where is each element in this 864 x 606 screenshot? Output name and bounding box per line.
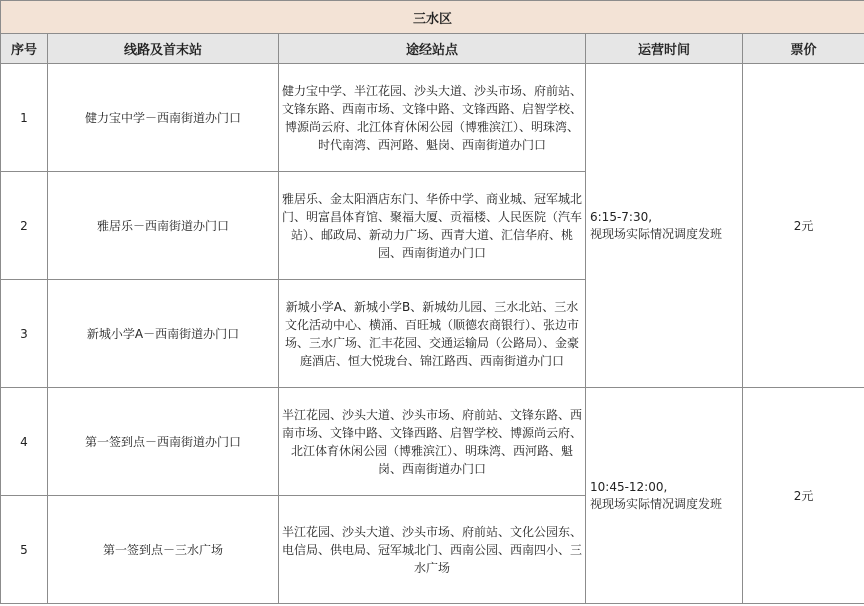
operating-time	[586, 388, 743, 604]
header-price: 票价	[743, 34, 864, 64]
table-title: 三水区	[1, 1, 864, 34]
row-number: 3	[1, 280, 48, 388]
header-no: 序号	[1, 34, 48, 64]
route-stops: 半江花园、沙头大道、沙头市场、府前站、文化公园东、电信局、供电局、冠军城北门、西南公园、西南四小、三水广场	[279, 496, 586, 604]
route-stops: 半江花园、沙头大道、沙头市场、府前站、文锋东路、西南市场、文锋中路、文锋西路、启智学校、博源尚云府、北江体育休闲公园（博雅滨江）、明珠湾、西河路、魁岗、西南街道办门口	[279, 388, 586, 496]
route-name: 健力宝中学－西南街道办门口	[48, 64, 279, 172]
route-stops: 健力宝中学、半江花园、沙头大道、沙头市场、府前站、文锋东路、西南市场、文锋中路、文锋西路、启智学校、博源尚云府、北江体育休闲公园（博雅滨江）、明珠湾、时代南湾、西河路、魁岗、西南街道办门口	[279, 64, 586, 172]
header-row	[1, 34, 864, 64]
route-name: 雅居乐－西南街道办门口	[48, 172, 279, 280]
route-stops: 新城小学A、新城小学B、新城幼儿园、三水北站、三水文化活动中心、横涌、百旺城（顺德农商银行）、张边市场、三水广场、汇丰花园、交通运输局（公路局）、金豪庭酒店、恒大悦珑台、锦江路西、西南街道办门口	[279, 280, 586, 388]
row-number: 4	[1, 388, 48, 496]
fare: 2元	[743, 64, 864, 388]
route-name: 第一签到点－西南街道办门口	[48, 388, 279, 496]
operating-time-note: 视现场实际情况调度发班	[590, 496, 723, 511]
table-row	[1, 64, 864, 172]
row-number: 5	[1, 496, 48, 604]
operating-time-hours: 6:15-7:30,	[590, 209, 653, 224]
operating-time-hours: 10:45-12:00,	[590, 479, 668, 494]
title-row	[1, 1, 864, 34]
header-route: 线路及首末站	[48, 34, 279, 64]
route-name: 新城小学A－西南街道办门口	[48, 280, 279, 388]
route-name: 第一签到点－三水广场	[48, 496, 279, 604]
operating-time-note: 视现场实际情况调度发班	[590, 226, 723, 241]
fare: 2元	[743, 388, 864, 604]
table-row	[1, 388, 864, 496]
operating-time	[586, 64, 743, 388]
route-stops: 雅居乐、金太阳酒店东门、华侨中学、商业城、冠军城北门、明富昌体育馆、聚福大厦、贡福楼、人民医院（汽车站）、邮政局、新动力广场、西青大道、汇信华府、桃园、西南街道办门口	[279, 172, 586, 280]
header-stops: 途经站点	[279, 34, 586, 64]
row-number: 2	[1, 172, 48, 280]
header-time: 运营时间	[586, 34, 743, 64]
row-number: 1	[1, 64, 48, 172]
